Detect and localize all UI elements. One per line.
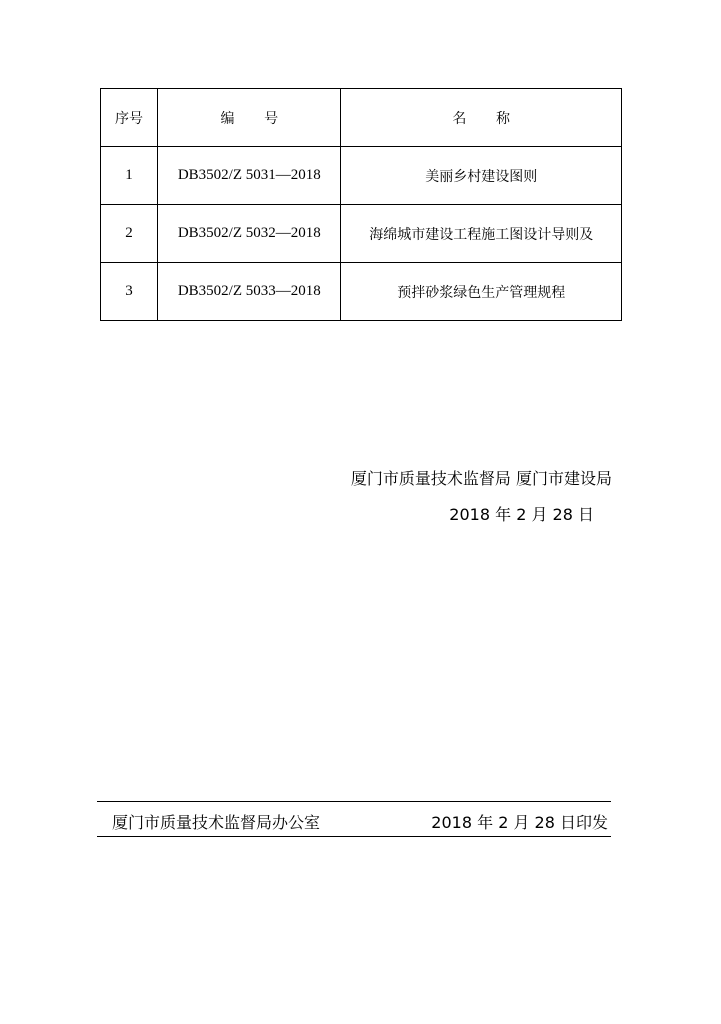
row-code: DB3502/Z 5032—2018 [158,205,341,263]
issue-date: 2018 年 2 月 28 日 [449,505,594,524]
footer-top-rule [97,801,611,802]
row-seq: 1 [101,147,158,205]
row-seq: 2 [101,205,158,263]
table-header-row [101,89,622,147]
footer-print-date: 2018 年 2 月 28 日印发 [431,813,608,832]
header-code-label: 编 号 [220,110,291,127]
table-row [101,205,622,263]
row-code: DB3502/Z 5031—2018 [158,147,341,205]
header-name [341,89,622,147]
row-name: 美丽乡村建设图则 [341,147,622,205]
table-row [101,263,622,321]
header-name-label: 名 称 [452,110,523,127]
standards-table [100,88,622,321]
table-row [101,147,622,205]
row-name: 海绵城市建设工程施工图设计导则及 [341,205,622,263]
row-seq: 3 [101,263,158,321]
header-seq: 序号 [101,89,158,147]
footer-office: 厦门市质量技术监督局办公室 [112,813,321,832]
footer-bottom-rule [97,836,611,837]
issuing-authorities: 厦门市质量技术监督局 厦门市建设局 [350,469,612,488]
row-name: 预拌砂浆绿色生产管理规程 [341,263,622,321]
row-code: DB3502/Z 5033—2018 [158,263,341,321]
header-code [158,89,341,147]
